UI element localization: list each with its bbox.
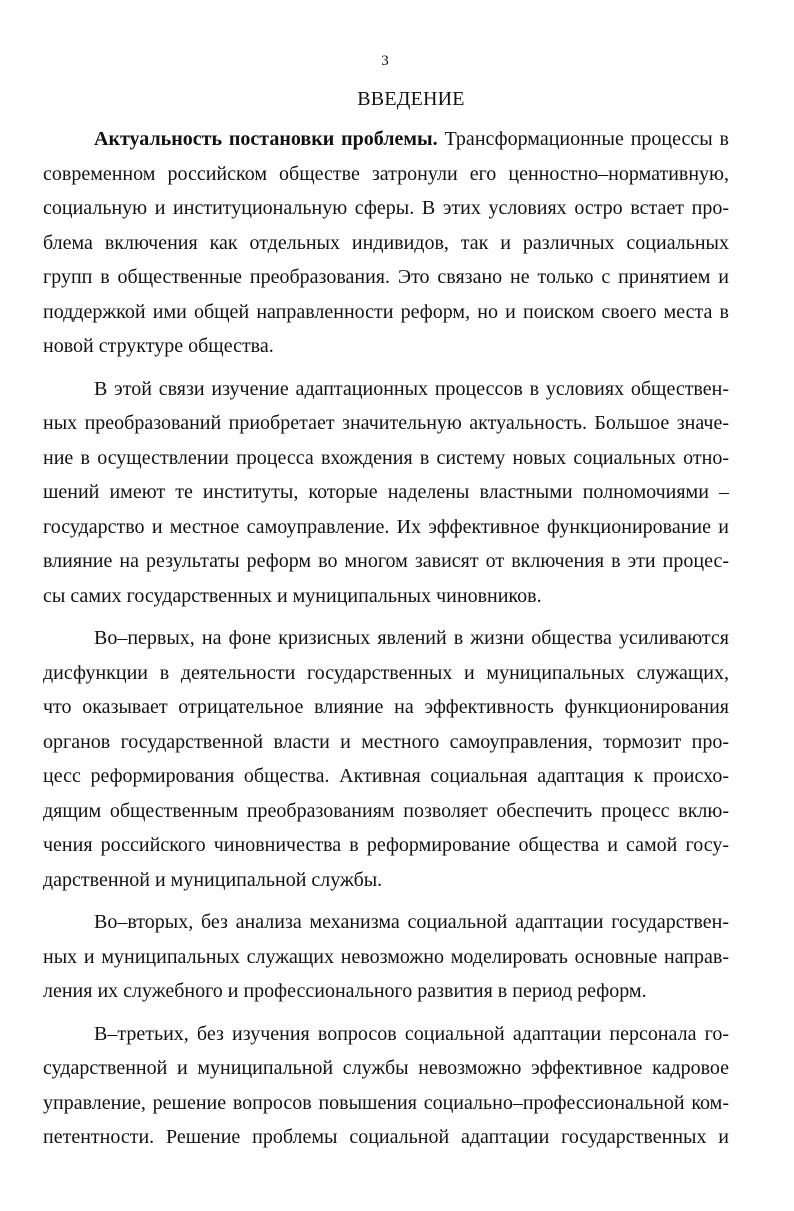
text-line: поддержкой ими общей направленности реформ, но и поиском своего места в (43, 300, 729, 323)
bold-lead: Актуальность постановки проблемы. (94, 128, 438, 150)
text-line: влияние на результаты реформ во многом зависят от включения в эти процес- (43, 550, 729, 572)
section-heading: ВВЕДЕНИЕ (357, 88, 465, 110)
text-line: ние в осуществлении процесса вхождения в систему новых социальных отно- (43, 446, 729, 469)
text-line: ления их служебного и профессионального развития в период реформ. (43, 980, 647, 1002)
text-line: сударственной и муниципальной службы невозможно эффективное кадровое (43, 1057, 729, 1079)
text-line: Во–первых, на фоне кризисных явлений в жизни общества усиливаются (94, 627, 729, 649)
text-line: Актуальность постановки проблемы. Трансформационные процессы в (94, 128, 729, 150)
text-line: новой структуре общества. (43, 335, 274, 357)
text-line: блема включения как отдельных индивидов, так и различных социальных (43, 231, 729, 254)
text-line: ных и муниципальных служащих невозможно моделировать основные направ- (43, 945, 729, 968)
text-line: чения российского чиновничества в реформирование общества и самой госу- (43, 834, 729, 856)
page-number: 3 (381, 53, 389, 69)
body-text (43, 122, 729, 1163)
text-line: что оказывает отрицательное влияние на эффективность функционирования (43, 696, 729, 718)
paragraph-context (43, 372, 729, 614)
text-line: цесс реформирования общества. Активная социальная адаптация к происхо- (43, 765, 729, 787)
paragraph-second (43, 905, 729, 1009)
text-line: государство и местное самоуправление. Их эффективное функционирование и (43, 515, 729, 538)
paragraph-relevance (43, 122, 729, 364)
text-line: групп в общественные преобразования. Это связано не только с принятием и (43, 266, 729, 288)
text-line: управление, решение вопросов повышения социально–профессиональной ком- (43, 1091, 729, 1114)
text-line: социальную и институциональную сферы. В этих условиях остро встает про- (43, 197, 729, 219)
paragraph-first (43, 621, 729, 897)
text-line: дарственной и муниципальной службы. (43, 868, 383, 891)
text-line: Во–вторых, без анализа механизма социальной адаптации государствен- (94, 911, 729, 933)
paragraph-third (43, 1017, 729, 1155)
text-line: органов государственной власти и местного самоуправления, тормозит про- (43, 730, 729, 753)
text-line: ных преобразований приобретает значительную актуальность. Большое значе- (43, 412, 729, 434)
text-line: В–третьих, без изучения вопросов социальной адаптации персонала го- (94, 1022, 729, 1045)
text-line: петентности. Решение проблемы социальной адаптации государственных и (43, 1126, 729, 1148)
text-line: шений имеют те институты, которые наделены властными полномочиями – (43, 481, 729, 503)
text-line: дящим общественным преобразованиям позволяет обеспечить процесс вклю- (43, 799, 729, 822)
text-line: сы самих государственных и муниципальных чиновников. (43, 584, 542, 607)
text-line: В этой связи изучение адаптационных процессов в условиях обществен- (94, 377, 729, 400)
text-line: современном российском обществе затронули его ценностно–нормативную, (43, 162, 729, 185)
text-line: дисфункции в деятельности государственных и муниципальных служащих, (43, 661, 729, 684)
